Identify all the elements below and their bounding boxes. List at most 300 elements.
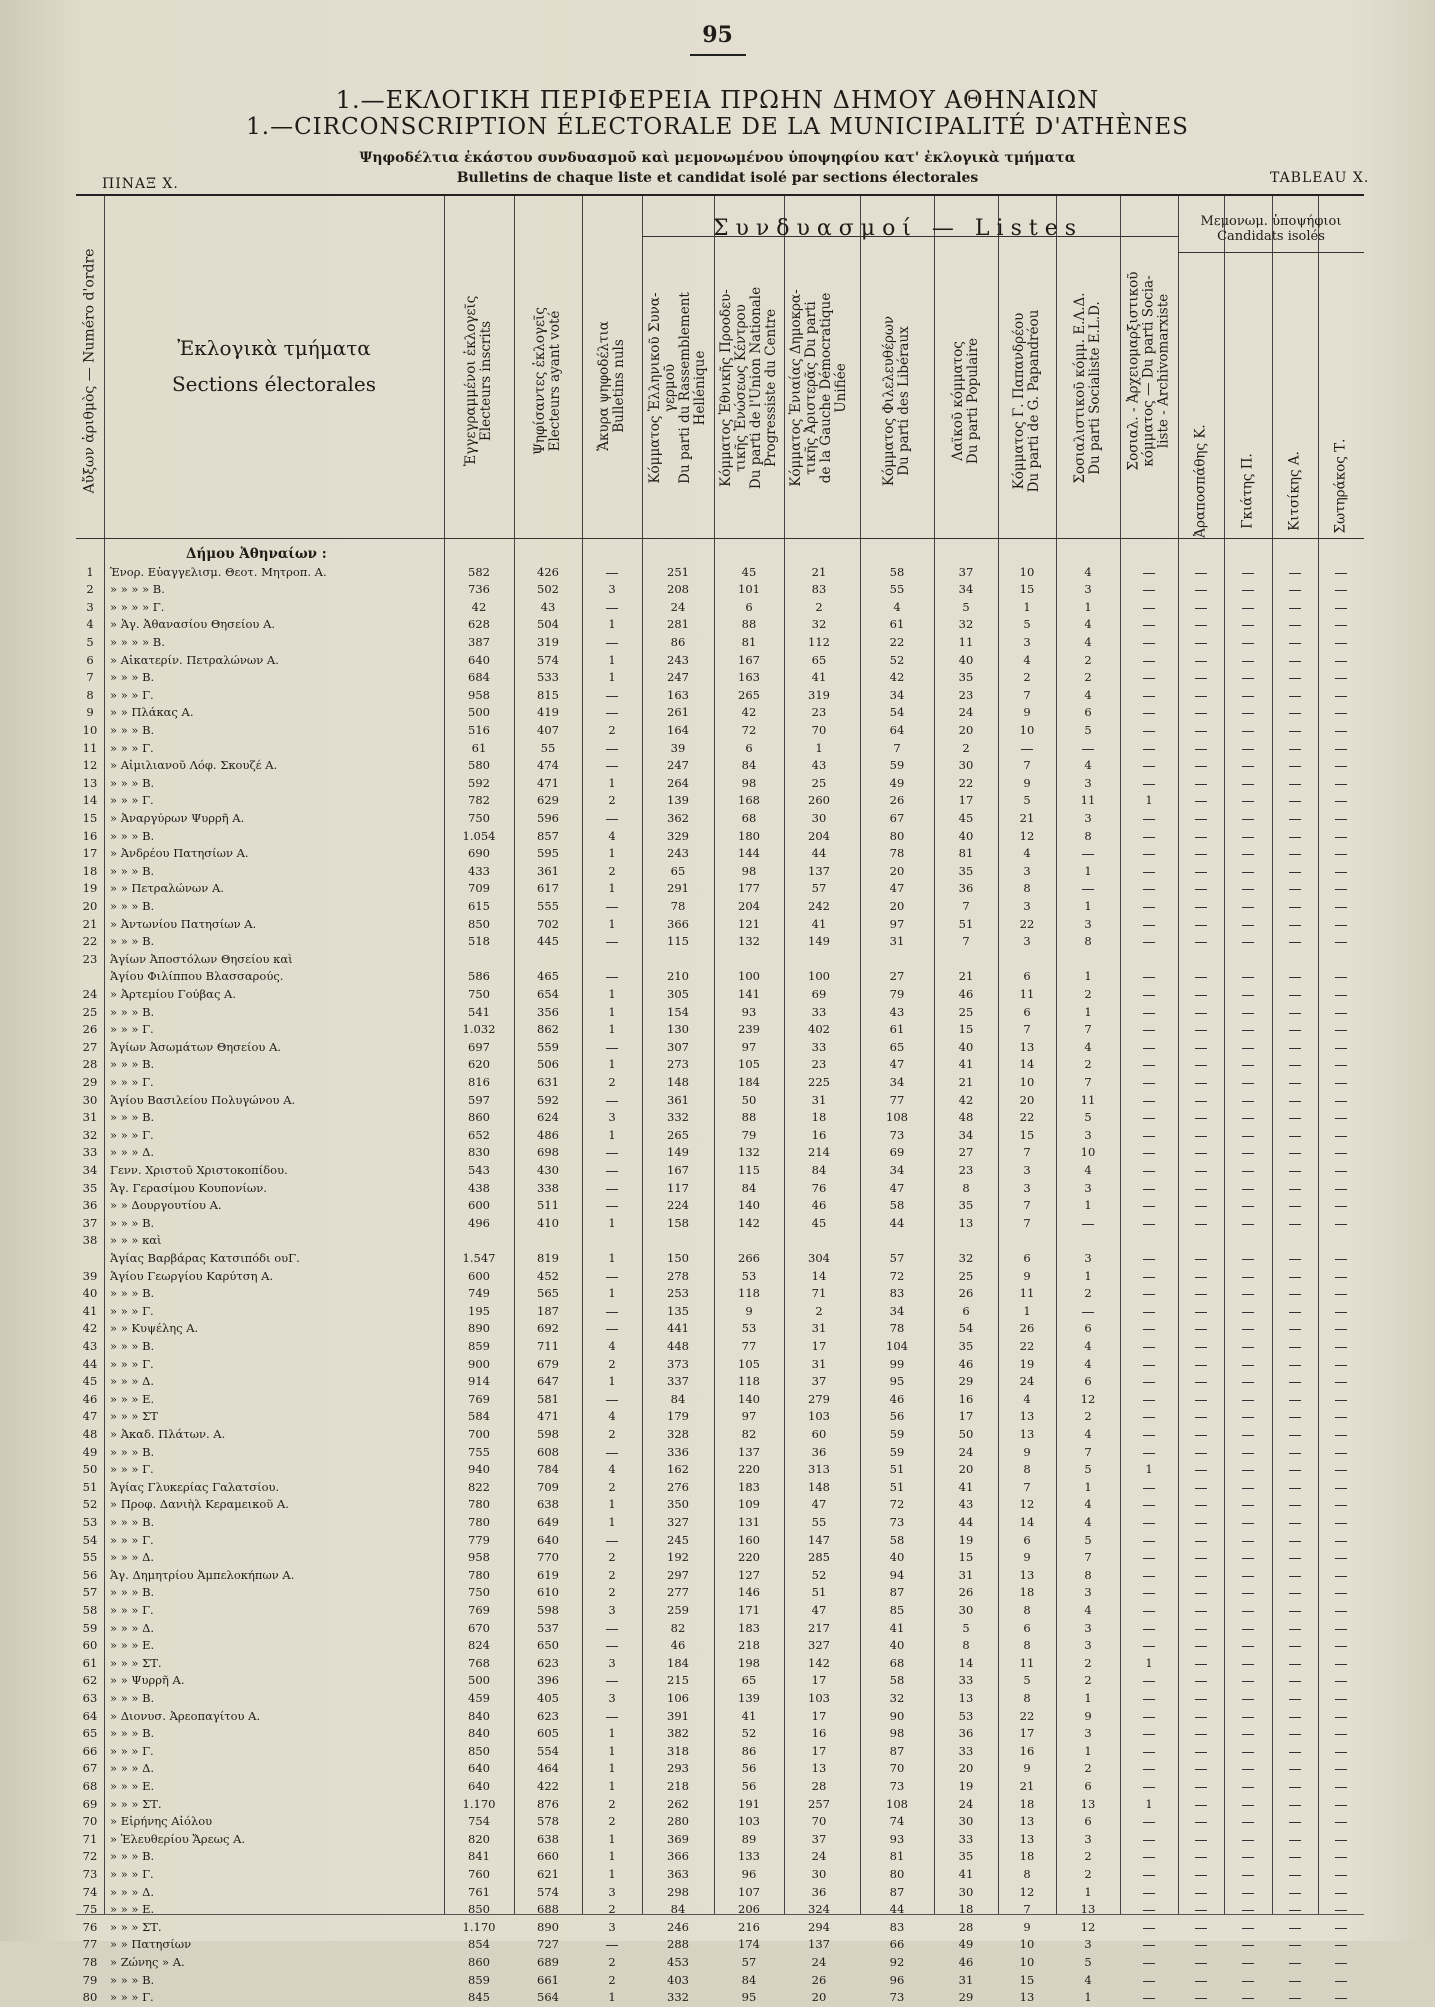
empty-value-dash	[1143, 1329, 1155, 1330]
row-number: 68	[82, 1779, 98, 1793]
value-cell: 597	[468, 1092, 490, 1107]
value-cell: 76	[811, 1180, 827, 1195]
value-cell: 356	[537, 1004, 559, 1019]
section-name: » » » Β.	[110, 1585, 155, 1600]
empty-value-dash	[1143, 1611, 1155, 1612]
empty-value-dash	[1335, 1681, 1347, 1682]
value-cell: 50	[741, 1092, 757, 1107]
value-cell: 516	[468, 723, 490, 737]
value-cell: 319	[808, 687, 830, 702]
empty-value-dash	[1082, 1224, 1094, 1225]
value-cell: 1	[608, 670, 616, 685]
section-name: » » Πατησίων	[110, 1937, 192, 1952]
table-row	[76, 951, 1364, 969]
empty-value-dash	[1195, 1840, 1207, 1841]
value-cell: 822	[468, 1479, 490, 1494]
value-cell: 88	[741, 617, 757, 632]
empty-value-dash	[1242, 1382, 1254, 1383]
list-header-archivomarxiste: Σοσιαλ. - Ἀρχειομαρξιστικοῦ κόμματος — Du parti Socia- liste - Archivomarxiste	[1125, 271, 1172, 471]
section-name: » Ἀναργύρων Ψυρρῆ Α.	[110, 811, 245, 825]
table-row	[76, 757, 1364, 775]
value-cell: 3	[1023, 934, 1031, 949]
value-cell: 2	[608, 1356, 616, 1371]
empty-value-dash	[1289, 1048, 1301, 1049]
value-cell: 750	[468, 1585, 490, 1600]
section-name: » Ἀρτεμίου Γούβας Α.	[110, 987, 236, 1001]
empty-value-dash	[1195, 889, 1207, 890]
empty-value-dash	[1335, 1118, 1347, 1119]
value-cell: 958	[468, 687, 490, 702]
value-cell: 55	[889, 582, 905, 597]
row-number: 62	[82, 1673, 98, 1688]
empty-value-dash	[1195, 1417, 1207, 1418]
value-cell: 6	[1023, 1004, 1031, 1019]
value-cell: 160	[738, 1532, 760, 1547]
list-header-populaire: Λαϊκοῦ κόμματος Du parti Populaire	[950, 337, 981, 465]
value-cell: 36	[958, 1726, 974, 1741]
value-cell: 137	[808, 863, 830, 878]
value-cell: 1.170	[462, 1919, 496, 1934]
empty-value-dash	[1289, 1752, 1301, 1753]
value-cell: 25	[958, 1268, 974, 1283]
empty-value-dash	[1289, 1118, 1301, 1119]
value-cell: 56	[741, 1779, 757, 1793]
value-cell: 405	[537, 1691, 559, 1705]
empty-value-dash	[1335, 1822, 1347, 1823]
value-cell: 127	[738, 1567, 760, 1582]
value-cell: 98	[741, 775, 757, 790]
row-number: 38	[82, 1233, 98, 1248]
empty-value-dash	[1242, 1998, 1254, 1999]
empty-value-dash	[1335, 784, 1347, 785]
empty-value-dash	[1143, 995, 1155, 996]
value-cell: 363	[667, 1867, 689, 1881]
value-cell: 2	[1084, 1286, 1092, 1301]
empty-value-dash	[1242, 1963, 1254, 1964]
value-cell: 40	[958, 1039, 974, 1054]
value-cell: 426	[537, 564, 559, 579]
value-cell: 28	[958, 1919, 974, 1934]
value-cell: 16	[811, 1726, 827, 1741]
empty-value-dash	[1242, 1769, 1254, 1770]
value-cell: 555	[537, 899, 559, 913]
value-cell: 26	[889, 793, 905, 808]
value-cell: 25	[811, 775, 827, 790]
empty-value-dash	[1143, 749, 1155, 750]
table-row	[76, 1672, 1364, 1690]
value-cell: 95	[741, 1990, 757, 2005]
row-number: 16	[82, 828, 98, 843]
value-cell: 154	[667, 1004, 689, 1019]
empty-value-dash	[1143, 1576, 1155, 1577]
empty-value-dash	[1289, 1857, 1301, 1858]
row-number: 45	[82, 1374, 98, 1389]
value-cell: 1	[815, 740, 823, 755]
table-row	[76, 1479, 1364, 1497]
value-cell: 49	[958, 1937, 974, 1952]
value-cell: 13	[958, 1691, 974, 1705]
value-cell: 1	[608, 1726, 616, 1741]
empty-value-dash	[1143, 590, 1155, 591]
empty-value-dash	[1242, 1681, 1254, 1682]
value-cell: 4	[1084, 1039, 1092, 1054]
empty-value-dash	[1082, 749, 1094, 750]
table-row	[76, 1303, 1364, 1321]
value-cell: 108	[886, 1110, 908, 1125]
value-cell: 1	[608, 1004, 616, 1019]
value-cell: 9	[1023, 1268, 1031, 1283]
empty-value-dash	[1143, 837, 1155, 838]
empty-value-dash	[1289, 1435, 1301, 1436]
value-cell: 24	[958, 1796, 974, 1811]
empty-value-dash	[1195, 819, 1207, 820]
value-cell: 605	[537, 1726, 559, 1741]
value-cell: 7	[1084, 1022, 1092, 1037]
value-cell: 187	[537, 1303, 559, 1318]
row-number: 14	[82, 793, 98, 808]
empty-value-dash	[1289, 608, 1301, 609]
value-cell: 23	[958, 687, 974, 702]
empty-value-dash	[1195, 1928, 1207, 1929]
value-cell: 33	[958, 1673, 974, 1688]
value-cell: 150	[667, 1251, 689, 1265]
value-cell: 1	[608, 652, 616, 667]
value-cell: 670	[468, 1620, 490, 1635]
empty-value-dash	[1143, 1910, 1155, 1911]
table-row	[76, 1144, 1364, 1162]
table-row	[76, 1268, 1364, 1286]
empty-value-dash	[1242, 1400, 1254, 1401]
value-cell: 382	[667, 1726, 689, 1741]
value-cell: 6	[745, 740, 753, 755]
row-number: 72	[82, 1849, 98, 1864]
value-cell: 242	[808, 899, 830, 913]
value-cell: 35	[958, 1339, 974, 1353]
value-cell: 410	[537, 1215, 559, 1230]
value-cell: 26	[958, 1286, 974, 1301]
empty-value-dash	[1335, 1857, 1347, 1858]
value-cell: 117	[667, 1180, 689, 1195]
value-cell: 39	[670, 740, 686, 755]
value-cell: 24	[811, 1849, 827, 1864]
value-cell: 4	[1084, 1603, 1092, 1617]
value-cell: 171	[738, 1603, 760, 1617]
value-cell: 13	[1019, 1039, 1035, 1054]
value-cell: 210	[667, 969, 689, 984]
value-cell: 1	[1023, 1303, 1031, 1318]
empty-value-dash	[1335, 1611, 1347, 1612]
row-number: 80	[82, 1990, 98, 2005]
value-cell: 453	[667, 1955, 689, 1969]
value-cell: 318	[667, 1743, 689, 1758]
value-cell: 168	[738, 793, 760, 808]
value-cell: 13	[1019, 1427, 1035, 1441]
empty-value-dash	[1289, 1065, 1301, 1066]
empty-value-dash	[1335, 837, 1347, 838]
empty-value-dash	[1289, 1928, 1301, 1929]
value-cell: 285	[808, 1550, 830, 1565]
section-name: Ἁγίας Βαρβάρας Κατσιπόδι ουΓ.	[110, 1251, 300, 1265]
value-cell: 103	[808, 1691, 830, 1705]
value-cell: 276	[667, 1479, 689, 1494]
value-cell: 7	[1023, 1479, 1031, 1494]
value-cell: 21	[958, 969, 974, 984]
row-number: 79	[82, 1972, 98, 1987]
table-row	[76, 898, 1364, 916]
table-row	[76, 1954, 1364, 1972]
empty-value-dash	[1195, 1857, 1207, 1858]
value-cell: 2	[815, 1303, 823, 1318]
value-cell: 17	[958, 793, 974, 808]
row-number: 78	[82, 1955, 98, 1969]
value-cell: 277	[667, 1585, 689, 1600]
value-cell: 8	[1023, 1603, 1031, 1617]
value-cell: 167	[738, 652, 760, 667]
empty-value-dash	[1195, 1787, 1207, 1788]
value-cell: 2	[608, 1427, 616, 1441]
value-cell: 11	[1080, 1092, 1096, 1107]
empty-value-dash	[1195, 1822, 1207, 1823]
value-cell: 83	[889, 1286, 905, 1301]
value-cell: 81	[889, 1849, 905, 1864]
value-cell: 403	[667, 1972, 689, 1987]
value-cell: 1	[608, 1743, 616, 1758]
value-cell: 750	[468, 987, 490, 1001]
empty-value-dash	[1335, 661, 1347, 662]
value-cell: 6	[1023, 1251, 1031, 1265]
value-cell: 6	[1084, 1374, 1092, 1389]
empty-value-dash	[1242, 1576, 1254, 1577]
value-cell: 1	[608, 916, 616, 931]
value-cell: 3	[1084, 1180, 1092, 1195]
value-cell: 13	[1019, 1831, 1035, 1846]
empty-value-dash	[1335, 801, 1347, 802]
value-cell: 615	[468, 899, 490, 913]
table-row	[76, 722, 1364, 740]
empty-value-dash	[1143, 661, 1155, 662]
value-cell: 7	[962, 934, 970, 949]
value-cell: 617	[537, 881, 559, 896]
value-cell: 628	[468, 617, 490, 632]
value-cell: 471	[537, 1409, 559, 1424]
section-name: » Ἁγ. Ἀθανασίου Θησείου Α.	[110, 617, 276, 632]
value-cell: 640	[468, 1779, 490, 1793]
empty-value-dash	[1195, 1259, 1207, 1260]
empty-value-dash	[1195, 1083, 1207, 1084]
value-cell: 280	[667, 1814, 689, 1829]
empty-value-dash	[1335, 1629, 1347, 1630]
value-cell: 486	[537, 1127, 559, 1142]
table-row	[76, 1584, 1364, 1602]
value-cell: 259	[667, 1603, 689, 1617]
section-name: » Προφ. Δανιὴλ Κεραμεικοῦ Α.	[110, 1497, 289, 1512]
empty-value-dash	[1195, 1312, 1207, 1313]
table-row	[76, 1514, 1364, 1532]
value-cell: 9	[1084, 1708, 1092, 1723]
value-cell: 86	[741, 1743, 757, 1758]
empty-value-dash	[1195, 590, 1207, 591]
row-number: 34	[82, 1163, 98, 1177]
empty-value-dash	[1195, 1030, 1207, 1031]
table-row	[76, 704, 1364, 722]
value-cell: 47	[889, 1180, 905, 1195]
list-header-socialiste-eld: Σοσιαλιστικοῦ κόμμ. Ε.Λ.Δ. Du parti Socialiste E.L.D.	[1072, 292, 1103, 484]
row-number: 58	[82, 1603, 98, 1617]
section-name: » Εἰρήνης Αἰόλου	[110, 1814, 213, 1829]
empty-value-dash	[1289, 643, 1301, 644]
section-name: » » » Δ.	[110, 1374, 155, 1389]
value-cell: 1	[608, 1022, 616, 1037]
municipality-heading: Δήμου Ἀθηναίων :	[186, 546, 327, 562]
value-cell: 876	[537, 1796, 559, 1811]
value-cell: 11	[1019, 1655, 1035, 1670]
empty-value-dash	[1335, 1875, 1347, 1876]
empty-value-dash	[1289, 889, 1301, 890]
value-cell: 1	[1084, 1691, 1092, 1705]
empty-value-dash	[606, 1629, 618, 1630]
section-name: » » » Β.	[110, 1215, 155, 1230]
empty-value-dash	[1335, 1769, 1347, 1770]
row-number: 2	[86, 582, 94, 597]
section-name: » » » Γ.	[110, 1532, 154, 1547]
value-cell: 65	[889, 1039, 905, 1054]
value-cell: 688	[537, 1902, 559, 1917]
value-cell: 278	[667, 1268, 689, 1283]
empty-value-dash	[606, 696, 618, 697]
value-cell: 860	[468, 1955, 490, 1969]
value-cell: 819	[537, 1251, 559, 1265]
value-cell: 53	[741, 1321, 757, 1336]
sections-header-french: Sections électorales	[171, 372, 377, 396]
empty-value-dash	[1143, 907, 1155, 908]
value-cell: 198	[738, 1655, 760, 1670]
value-cell: 78	[889, 1321, 905, 1336]
section-name: » » » Γ.	[110, 1022, 154, 1037]
value-cell: 841	[468, 1849, 490, 1864]
empty-value-dash	[1195, 872, 1207, 873]
value-cell: 7	[1023, 1145, 1031, 1160]
value-cell: 148	[808, 1479, 830, 1494]
value-cell: 4	[1084, 564, 1092, 579]
value-cell: 697	[468, 1039, 490, 1054]
value-cell: 100	[738, 969, 760, 984]
value-cell: 34	[889, 687, 905, 702]
empty-value-dash	[1195, 713, 1207, 714]
empty-value-dash	[1335, 1030, 1347, 1031]
empty-value-dash	[1335, 643, 1347, 644]
table-row	[76, 1356, 1364, 1374]
value-cell: 224	[667, 1198, 689, 1213]
value-cell: 220	[738, 1550, 760, 1565]
empty-value-dash	[606, 1171, 618, 1172]
value-cell: 94	[889, 1567, 905, 1582]
section-name: » » » Δ.	[110, 1550, 155, 1565]
value-cell: 940	[468, 1462, 490, 1477]
empty-value-dash	[1143, 1171, 1155, 1172]
empty-value-dash	[1335, 1400, 1347, 1401]
value-cell: 1	[608, 846, 616, 861]
table-row	[76, 1848, 1364, 1866]
empty-value-dash	[1289, 696, 1301, 697]
value-cell: 19	[958, 1779, 974, 1793]
empty-value-dash	[1143, 925, 1155, 926]
value-cell: 7	[1023, 1902, 1031, 1917]
value-cell: 109	[738, 1497, 760, 1512]
section-name: » » » Γ.	[110, 1462, 154, 1477]
section-name: » » » καὶ	[110, 1233, 162, 1248]
value-cell: 1	[1145, 793, 1153, 808]
value-cell: 2	[1084, 1057, 1092, 1072]
value-cell: 279	[808, 1391, 830, 1406]
value-cell: 369	[667, 1831, 689, 1846]
row-number: 60	[82, 1638, 98, 1653]
empty-value-dash	[1242, 1734, 1254, 1735]
value-cell: 3	[1084, 1638, 1092, 1653]
value-cell: 1	[608, 1215, 616, 1230]
value-cell: 10	[1019, 564, 1035, 579]
value-cell: 779	[468, 1532, 490, 1547]
empty-value-dash	[1335, 1963, 1347, 1964]
value-cell: 3	[1023, 899, 1031, 913]
value-cell: 67	[889, 811, 905, 825]
empty-value-dash	[606, 1329, 618, 1330]
value-cell: 338	[537, 1180, 559, 1195]
empty-value-dash	[1143, 1857, 1155, 1858]
value-cell: 1	[608, 1286, 616, 1301]
value-cell: 890	[468, 1321, 490, 1336]
empty-value-dash	[1195, 1365, 1207, 1366]
value-cell: 2	[815, 599, 823, 614]
empty-value-dash	[1195, 1769, 1207, 1770]
value-cell: 27	[889, 969, 905, 984]
value-cell: 89	[741, 1831, 757, 1846]
table-row	[76, 740, 1364, 758]
empty-value-dash	[1335, 1787, 1347, 1788]
value-cell: 554	[537, 1743, 559, 1758]
empty-value-dash	[1242, 784, 1254, 785]
value-cell: 57	[811, 881, 827, 896]
empty-value-dash	[1143, 696, 1155, 697]
table-row	[76, 1743, 1364, 1761]
empty-value-dash	[1242, 608, 1254, 609]
value-cell: 17	[811, 1673, 827, 1688]
value-cell: 638	[537, 1497, 559, 1512]
empty-value-dash	[1143, 1488, 1155, 1489]
value-cell: 1	[1084, 1743, 1092, 1758]
value-cell: 830	[468, 1145, 490, 1160]
value-cell: 17	[811, 1339, 827, 1353]
value-cell: 8	[1084, 934, 1092, 949]
empty-value-dash	[1195, 1523, 1207, 1524]
empty-value-dash	[1335, 678, 1347, 679]
list-header-papandreou: Κόμματος Γ. Παπανδρέου Du parti de G. Papandréou	[1011, 309, 1042, 493]
value-cell: 41	[958, 1479, 974, 1494]
value-cell: 41	[958, 1057, 974, 1072]
table-row	[76, 1567, 1364, 1585]
value-cell: 304	[808, 1251, 830, 1265]
value-cell: 9	[1023, 1550, 1031, 1565]
empty-value-dash	[1195, 907, 1207, 908]
row-number: 37	[82, 1215, 98, 1230]
empty-value-dash	[1195, 1611, 1207, 1612]
row-number: 52	[82, 1497, 98, 1512]
value-cell: 784	[537, 1462, 559, 1477]
value-cell: 13	[958, 1215, 974, 1230]
value-cell: 32	[811, 617, 827, 632]
empty-value-dash	[1195, 1347, 1207, 1348]
table-row	[76, 916, 1364, 934]
empty-value-dash	[1242, 625, 1254, 626]
